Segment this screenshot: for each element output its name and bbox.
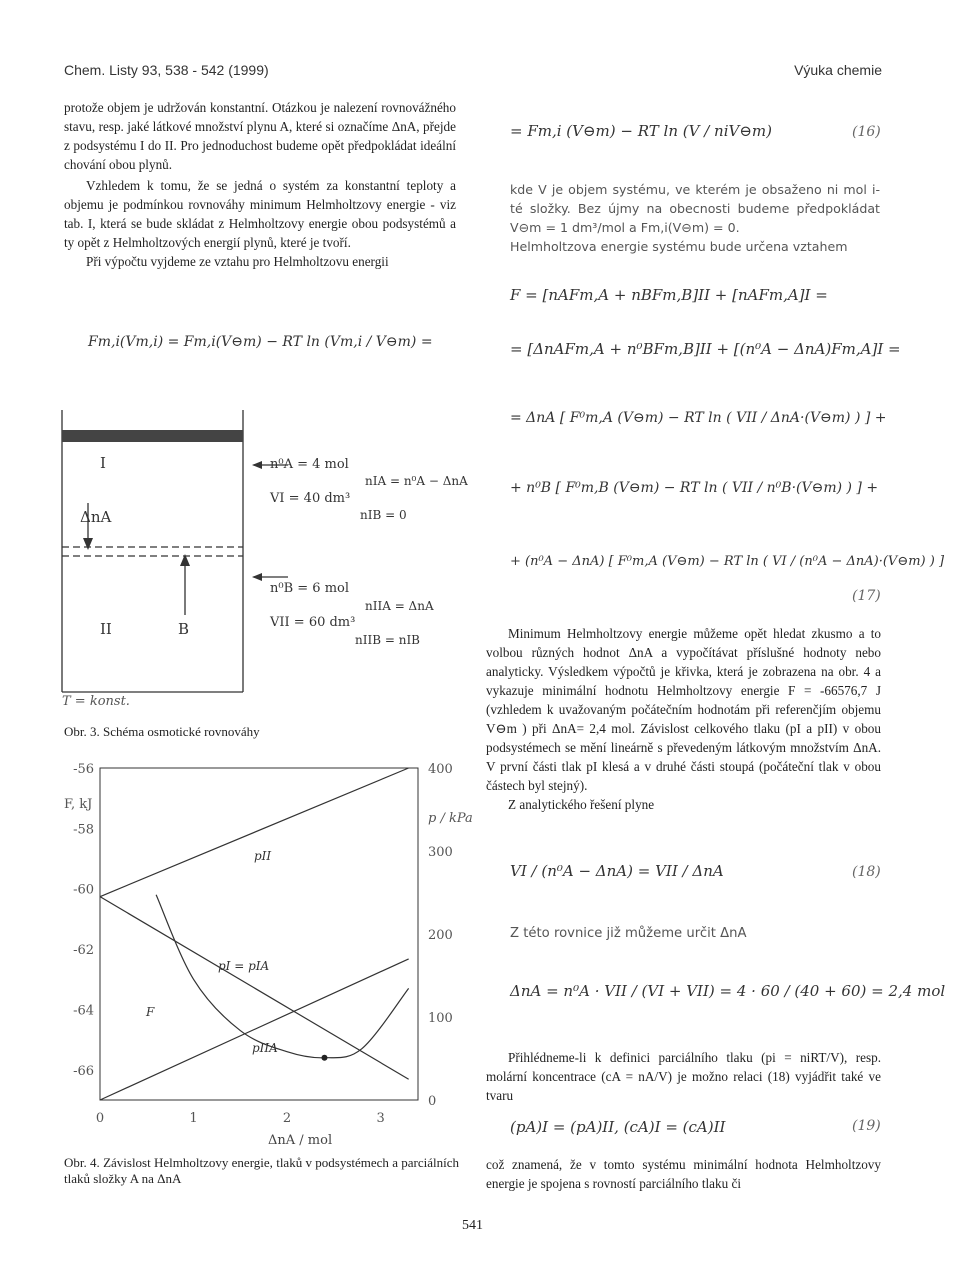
helmholtz-chart: [56, 760, 473, 1150]
equation-17d: + n⁰B [ F⁰m,B (V⊖m) − RT ln ( VII / n⁰B·(V⊖m) ) ] +: [510, 480, 879, 496]
label-delta-n: ΔnA: [80, 508, 112, 526]
equation-number-17: (17): [852, 588, 881, 604]
label-nBI: nIB = 0: [360, 508, 407, 522]
label-nB0: n⁰B = 6 mol: [270, 581, 350, 596]
label-nA0: n⁰A = 4 mol: [270, 457, 349, 472]
figure-3-caption: Obr. 3. Schéma osmotické rovnováhy: [64, 724, 260, 739]
series-piia-line: [100, 959, 409, 1100]
label-nBII: nIIB = nIB: [355, 633, 420, 647]
equation-16-note: [510, 180, 880, 256]
equation-17b: = [ΔnAFm,A + n⁰BFm,B]II + [(n⁰A − ΔnA)Fm,A]I =: [510, 340, 901, 358]
y2-tick-label: 200: [428, 928, 453, 943]
y2-tick-label: 400: [428, 762, 453, 777]
label-F: F: [146, 1005, 155, 1019]
paragraph: Vzhledem k tomu, že se jedná o systém za konstantní teploty a objemu je podmínkou rovnováhy minimum Helmholtzovy energie - viz tab. I, která se bude skládat z Helmholtzovy energie obou podsystémů a ty opět z Helmholtzových energií plynů, které je tvoří.: [64, 178, 456, 250]
equation-19: (pA)I = (pA)II, (cA)I = (cA)II: [510, 1118, 726, 1136]
label-VII: VII = 60 dm³: [270, 615, 356, 630]
arrowhead: [252, 461, 262, 469]
y-tick-label: -64: [73, 1003, 94, 1019]
label-nAII: nIIA = ΔnA: [365, 599, 434, 613]
left-column-text: [64, 98, 456, 271]
y2-tick-label: 0: [428, 1094, 437, 1109]
equation-18: VI / (n⁰A − ΔnA) = VII / ΔnA: [510, 862, 724, 880]
y-tick-label: -56: [73, 762, 94, 777]
equation-number-16: (16): [852, 124, 881, 140]
equation-17e: + (n⁰A − ΔnA) [ F⁰m,A (V⊖m) − RT ln ( VI / (n⁰A − ΔnA)·(V⊖m) ) ]: [510, 554, 945, 569]
label-subsystem-II: II: [100, 620, 112, 638]
osmotic-schema-figure: [60, 410, 480, 710]
equation-number-18: (18): [852, 864, 881, 880]
x-tick-label: 3: [376, 1111, 385, 1126]
x-axis-label: ΔnA / mol: [268, 1133, 333, 1148]
paragraph: což znamená, že v tomto systému minimální hodnota Helmholtzovy energie je spojena s rovností parciálního tlaku či: [486, 1157, 881, 1191]
page-number: 541: [462, 1218, 483, 1233]
y2-axis-label: p / kPa: [428, 811, 473, 826]
label-pII: pII: [254, 849, 272, 863]
label-pAII: pIIA: [252, 1041, 278, 1055]
equation-17a: F = [nAFm,A + nBFm,B]II + [nAFm,A]I =: [510, 286, 828, 304]
minimum-point: [321, 1055, 327, 1061]
y-tick-label: -60: [73, 882, 94, 898]
section-title: Výuka chemie: [794, 62, 882, 78]
y-tick-label: -66: [73, 1063, 94, 1079]
y2-tick-label: 100: [428, 1011, 453, 1026]
paragraph: [486, 1048, 881, 1105]
paragraph: Minimum Helmholtzovy energie můžeme opět hledat zkusmo a to volbou různých hodnot ΔnA a vypočítávat příslušné hodnoty nebo analyticky. Výsledkem výpočtů je křivka, která je zobrazena na obr. 4 a vykazuje minimální hodnotu Helmholtzovy energie F = -66576,7 J (vzhledem k uvažovaným počátečním hodnotám při referenčjím objemu V⊖m ) při ΔnA= 2,4 mol. Závislost celkového tlaku (pI a pII) v obou podsystémech se mění lineárně s převedeným látkovým množstvím ΔnA. V první části tlak pI klesá a v druhé části stoupá (počáteční tlak v obou částech byl stejný).: [486, 626, 881, 793]
paragraph: protože objem je udržován konstantní. Otázkou je nalezení rovnovážného stavu, resp. jaké látkové množství plynu A, které si označíme ΔnA, přejde z podsystému I do II. Pro jednoduchost budeme opět předpokládat ideální chování obou plynů.: [64, 100, 456, 172]
equation-delta-n: ΔnA = n⁰A · VII / (VI + VII) = 4 · 60 / (40 + 60) = 2,4 mol: [510, 982, 946, 1000]
label-nAI: nIA = n⁰A − ΔnA: [365, 474, 468, 488]
right-column-text: [486, 624, 881, 814]
label-pI: pI = pIA: [218, 959, 270, 973]
paragraph-text: Přihlédneme-li k definici parciálního tlaku (pi = niRT/V), resp. molární koncentrace (cA = nA/V) je možno relaci (18) vyjádřit také ve tvaru: [486, 1050, 881, 1103]
y2-tick-label: 300: [428, 845, 453, 860]
paragraph: Helmholtzova energie systému bude určena vztahem: [510, 239, 848, 254]
equation-17c: = ΔnA [ F⁰m,A (V⊖m) − RT ln ( VII / ΔnA·(V⊖m) ) ] +: [510, 410, 887, 426]
arrowhead: [252, 573, 262, 581]
label-T-konst: T = konst.: [62, 694, 130, 709]
paragraph: Při výpočtu vyjdeme ze vztahu pro Helmholtzovu energii: [86, 254, 389, 269]
equation-16: = Fm,i (V⊖m) − RT ln (V / niV⊖m): [510, 122, 772, 140]
label-component-B: B: [178, 620, 190, 638]
figure-4-caption: Obr. 4. Závislost Helmholtzovy energie, tlaků v podsystémech a parciálních tlaků složky A na ΔnA: [64, 1155, 459, 1186]
label-subsystem-I: I: [100, 454, 106, 472]
paragraph: kde V je objem systému, ve kterém je obsaženo ni mol i-té složky. Bez újmy na obecnosti budeme předpokládat V⊖m = 1 dm³/mol a Fm,i(V⊖m) = 0.: [510, 182, 880, 235]
y-tick-label: -58: [73, 822, 94, 838]
y-axis-label: F, kJ: [64, 797, 93, 812]
y-tick-label: -62: [73, 943, 94, 959]
x-tick-label: 0: [95, 1111, 105, 1126]
paragraph: Z analytického řešení plyne: [508, 797, 655, 812]
series-pii-line: [100, 768, 409, 897]
equation-15: Fm,i(Vm,i) = Fm,i(V⊖m) − RT ln (Vm,i / V⊖m) =: [88, 334, 433, 350]
piston: [62, 430, 243, 442]
arrowhead: [83, 538, 93, 550]
x-tick-label: 2: [282, 1111, 292, 1126]
text-line: Z této rovnice již můžeme určit ΔnA: [510, 926, 747, 941]
equation-number-19: (19): [852, 1118, 881, 1134]
journal-citation: Chem. Listy 93, 538 - 542 (1999): [64, 62, 269, 78]
x-tick-label: 1: [189, 1111, 198, 1126]
label-VI: VI = 40 dm³: [270, 491, 351, 506]
